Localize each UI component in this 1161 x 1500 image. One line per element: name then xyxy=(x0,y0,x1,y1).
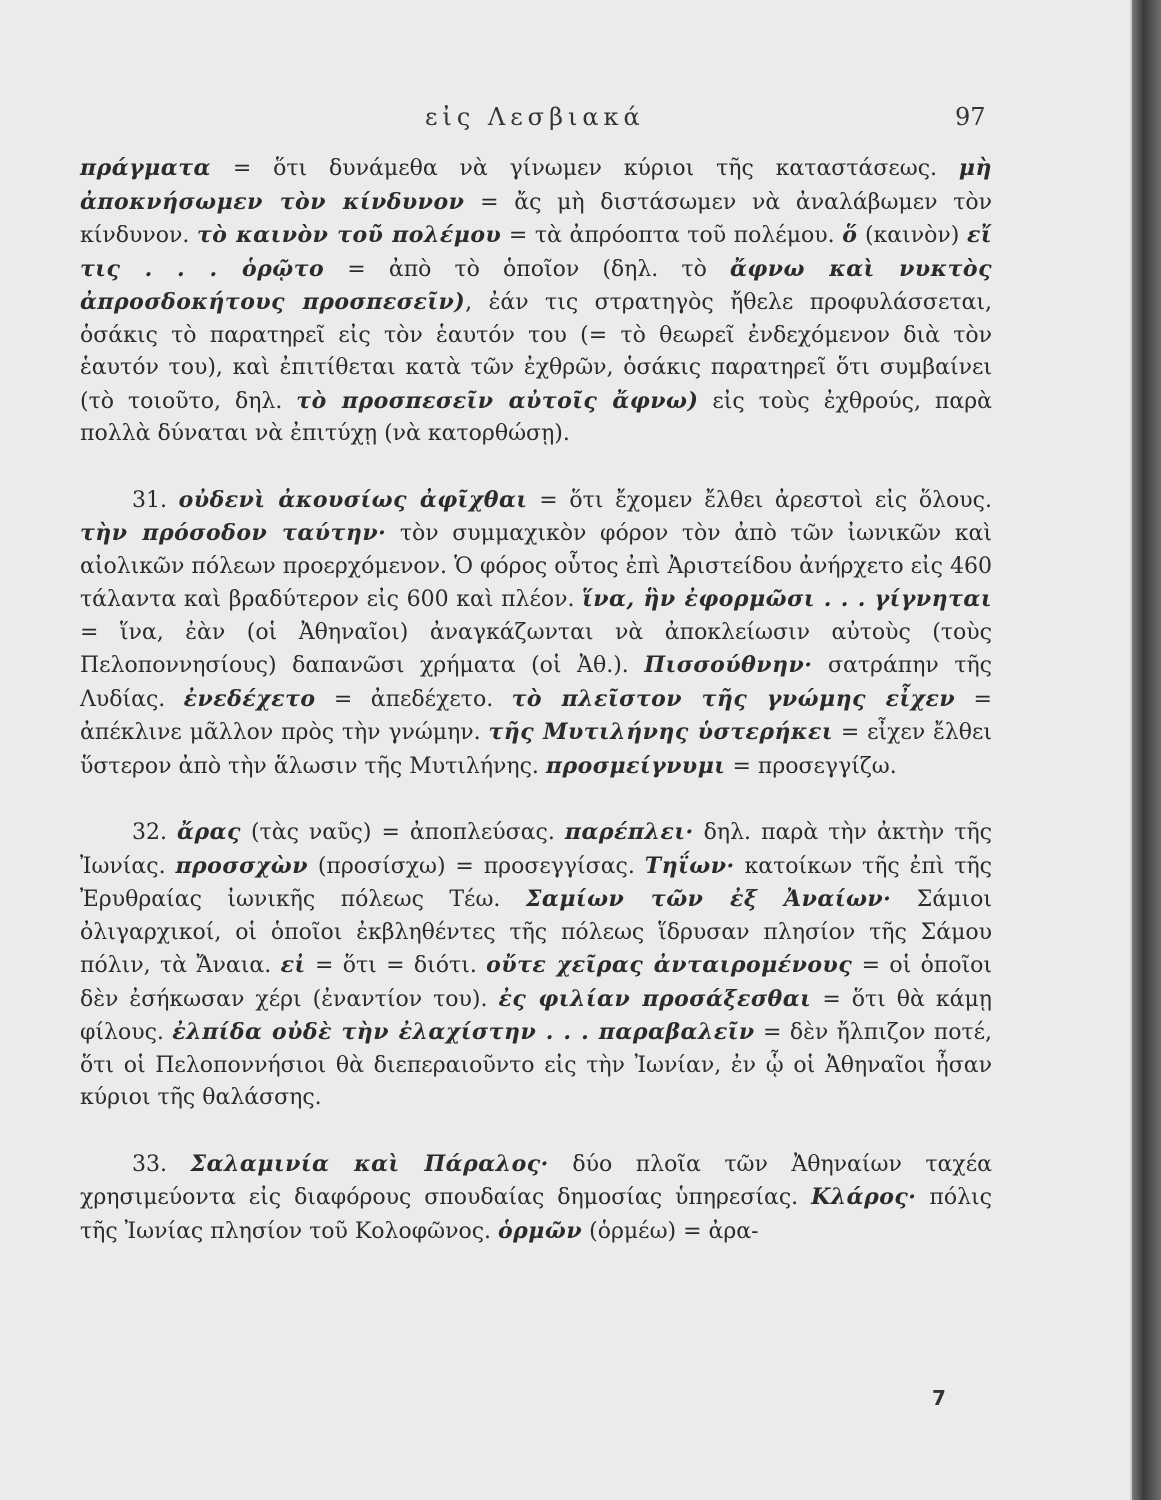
gloss: = ἵνα, ἐὰν (οἱ Ἀθηναῖοι) ἀναγκάζωνται νὰ ἀποκλείωσιν αὐτοὺς (τοὺς Πελοποννησίους) δαπανῶσι χρήματα (οἱ Ἀθ.). xyxy=(80,619,992,678)
gloss: = ὅτι θὰ κάμῃ φίλους. xyxy=(80,986,992,1045)
lemma: τὴν πρόσοδον ταύτην· xyxy=(80,520,387,546)
gloss: (ὁρμέω) = ἀρα- xyxy=(582,1218,759,1244)
gloss: πόλις τῆς Ἰωνίας πλησίον τοῦ Κολοφῶνος. xyxy=(80,1185,993,1244)
lemma: ἄρας xyxy=(177,819,241,845)
lemma: Σαλαμινία καὶ Πάραλος· xyxy=(190,1150,549,1177)
page-edge-shadow xyxy=(1132,0,1161,1500)
gloss: = τὰ ἀπρόοπτα τοῦ πολέμου. xyxy=(501,223,843,248)
lemma: εἴ τις . . . ὁρῷτο xyxy=(80,222,992,282)
gloss: σατράπην τῆς Λυδίας. xyxy=(80,653,992,712)
lemma: ὁρμῶν xyxy=(498,1217,583,1244)
gloss: = ἀπὸ τὸ ὁποῖον (δηλ. τὸ xyxy=(324,256,730,282)
lemma: παρέπλει· xyxy=(564,819,694,845)
lemma: ὅ xyxy=(842,222,858,248)
gloss: = ὅτι δυνάμεθα νὰ γίνωμεν κύριοι τῆς καταστάσεως. xyxy=(210,156,959,181)
gloss: δηλ. παρὰ τὴν ἀκτὴν τῆς Ἰωνίας. xyxy=(80,820,993,879)
lemma: προσσχὼν xyxy=(175,852,308,879)
paragraph-number: 33. xyxy=(132,1151,191,1177)
gloss: κατοίκων τῆς ἐπὶ τῆς Ἐρυθραίας ἰωνικῆς πόλεως Τέω. xyxy=(80,853,992,912)
paragraph-continuation xyxy=(80,152,992,451)
paragraph-number: 32. xyxy=(132,820,178,845)
lemma: οὐδενὶ ἀκουσίως ἀφῖχθαι xyxy=(178,486,528,513)
running-head-title: εἰς Λεσβιακά xyxy=(425,103,645,131)
printer-signature: 7 xyxy=(932,1386,946,1410)
paragraph-33 xyxy=(80,1148,992,1249)
gloss: = ἀπέκλινε μᾶλλον πρὸς τὴν γνώμην. xyxy=(80,686,992,745)
lemma: Πισσούθνην· xyxy=(644,652,813,678)
lemma: τῆς Μυτιλήνης ὑστερήκει xyxy=(488,719,834,745)
lemma: ἐς φιλίαν προσάξεσθαι xyxy=(498,985,812,1012)
lemma: τὸ πλεῖστον τῆς γνώμης εἶχεν xyxy=(511,685,956,712)
gloss: εἰς τοὺς ἐχθρούς, παρὰ πολλὰ δύναται νὰ ἐπιτύχῃ (νὰ κατορθώσῃ). xyxy=(80,388,992,446)
gloss: = ὅτι ἔχομεν ἔλθει ἀρεστοὶ εἰς ὅλους. xyxy=(527,487,992,513)
lemma: Σαμίων τῶν ἐξ Ἀναίων· xyxy=(525,886,892,912)
lemma: προσμείγνυμι xyxy=(545,752,726,779)
lemma: πράγματα xyxy=(80,155,211,181)
gloss: = προσεγγίζω. xyxy=(725,753,897,779)
lemma: Τηΐων· xyxy=(644,852,735,879)
lemma: Κλάρος· xyxy=(811,1184,917,1210)
gloss: = εἶχεν ἔλθει ὕστερον ἀπὸ τὴν ἅλωσιν τῆς Μυτιλήνης. xyxy=(80,720,993,779)
lemma: τὸ καινὸν τοῦ πολέμου xyxy=(196,222,502,248)
lemma: οὔτε χεῖρας ἀνταιρομένους xyxy=(486,952,853,978)
lemma: τὸ προσπεσεῖν αὐτοῖς ἄφνω) xyxy=(296,387,699,414)
gloss: = οἱ ὁποῖοι δὲν ἐσήκωσαν χέρι (ἐναντίον του). xyxy=(80,953,993,1012)
gloss: = ἀπεδέχετο. xyxy=(315,686,512,712)
gloss: δύο πλοῖα τῶν Ἀθηναίων ταχέα χρησιμεύοντα εἰς διαφόρους σπουδαίας δημοσίας ὑπηρεσίας. xyxy=(80,1151,992,1210)
lemma: ἐλπίδα οὐδὲ τὴν ἐλαχίστην . . . παραβαλεῖν xyxy=(172,1019,755,1045)
commentary-body xyxy=(80,152,992,1248)
gloss: (καινὸν) xyxy=(857,223,967,248)
lemma: ἄφνω καὶ νυκτὸς ἀπροσδοκήτους προσπεσεῖν) xyxy=(80,255,992,315)
gloss: τὸν συμμαχικὸν φόρον τὸν ἀπὸ τῶν ἰωνικῶν καὶ αἰολικῶν πόλεων προερχόμενον. Ὁ φόρος οὗτος ἐπὶ Ἀριστείδου ἀνήρχετο εἰς 460 τάλαντα καὶ βραδύτερον εἰς 600 καὶ πλέον. xyxy=(80,521,992,612)
lemma: εἰ xyxy=(280,952,306,978)
gloss: Σάμιοι ὀλιγαρχικοί, οἱ ὁποῖοι ἐκβληθέντες τῆς πόλεως ἵδρυσαν πλησίον τῆς Σάμου πόλιν, τὰ Ἄναια. xyxy=(80,887,992,978)
gloss: (τὰς ναῦς) = ἀποπλεύσας. xyxy=(240,820,565,845)
paragraph-number: 31. xyxy=(132,487,179,513)
lemma: ἵνα, ἣν ἐφορμῶσι . . . γίγνηται xyxy=(582,586,992,612)
paragraph-31 xyxy=(80,484,992,784)
gloss: = ὅτι = διότι. xyxy=(305,953,487,978)
page-number: 97 xyxy=(955,103,986,131)
gloss: = δὲν ἤλπιζον ποτέ, ὅτι οἱ Πελοποννήσιοι θὰ διεπεραιοῦντο εἰς τὴν Ἰωνίαν, ἐν ᾧ οἱ Ἀθηναῖοι ἦσαν κύριοι τῆς θαλάσσης. xyxy=(80,1020,992,1110)
paragraph-32 xyxy=(80,816,992,1115)
running-head xyxy=(0,103,1132,133)
gloss: = ἄς μὴ διστάσωμεν νὰ ἀναλάβωμεν τὸν κίνδυνον. xyxy=(80,189,992,248)
lemma: μὴ ἀποκνήσωμεν τὸν κίνδυνον xyxy=(80,155,992,215)
gloss: , ἐάν τις στρατηγὸς ἤθελε προφυλάσσεται, ὁσάκις τὸ παρατηρεῖ εἰς τὸν ἑαυτόν του (= τὸ θεωρεῖ ἐνδεχόμενον διὰ τὸν ἑαυτόν του), καὶ ἐπιτίθεται κατὰ τῶν ἐχθρῶν, ὁσάκις παρατηρεῖ ὅτι συμβαίνει (τὸ τοιοῦτο, δηλ. xyxy=(80,290,992,414)
lemma: ἐνεδέχετο xyxy=(183,685,316,712)
gloss: (προσίσχω) = προσεγγίσας. xyxy=(307,853,645,879)
